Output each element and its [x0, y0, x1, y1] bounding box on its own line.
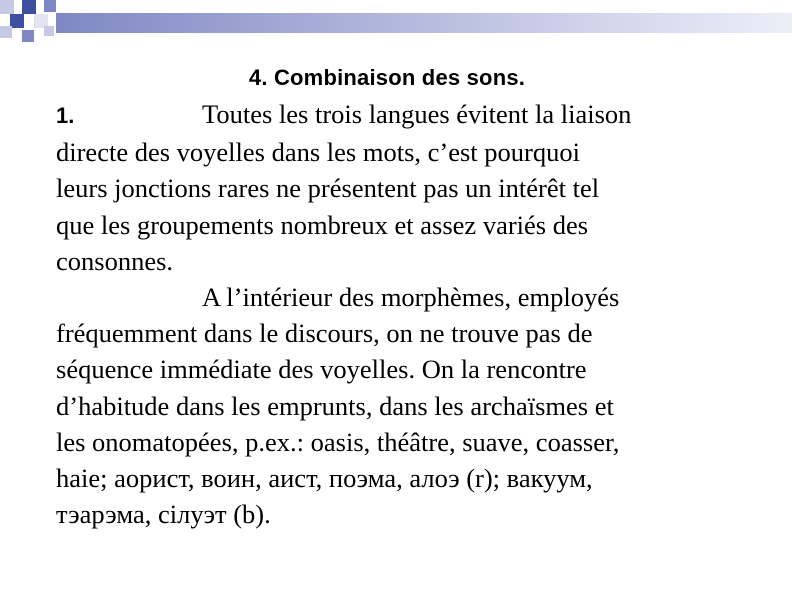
text-line-content: Toutes les trois langues évitent la liaison [202, 99, 632, 129]
text-line: directe des voyelles dans les mots, c’est pourquoi [56, 137, 580, 168]
deco-square [10, 14, 24, 28]
text-line-content: A l’intérieur des morphèmes, employés [202, 282, 620, 313]
text-line [56, 279, 736, 315]
paragraph-1 [56, 96, 736, 279]
text-line: тэарэма, сілуэт (b). [56, 499, 271, 530]
deco-square [44, 26, 54, 36]
text-line: leurs jonctions rares ne présentent pas un intérêt tel [56, 173, 600, 204]
text-line [56, 96, 736, 134]
item-number: 1. [56, 103, 75, 128]
text-line: les onomatopées, p.ex.: oasis, théâtre, suave, coasser, [56, 426, 620, 457]
text-line: consonnes. [56, 245, 174, 276]
text-line: séquence immédiate des voyelles. On la rencontre [56, 354, 587, 385]
slide-content [56, 60, 736, 532]
text-line: fréquemment dans le discours, on ne trouve pas de [56, 318, 593, 349]
text-line: d’habitude dans les emprunts, dans les archaïsmes et [56, 390, 614, 421]
header-band [56, 13, 792, 33]
deco-square [0, 0, 14, 14]
deco-square [22, 0, 36, 14]
deco-square [44, 0, 56, 12]
text-line: que les groupements nombreux et assez variés des [56, 209, 589, 240]
deco-square [22, 30, 34, 42]
slide-title: 4. Combinaison des sons. [248, 65, 526, 90]
paragraph-2 [56, 279, 736, 532]
text-line: haie; аорист, воин, аист, поэма, алоэ (r); вакуум, [56, 463, 593, 494]
deco-square [0, 26, 12, 38]
